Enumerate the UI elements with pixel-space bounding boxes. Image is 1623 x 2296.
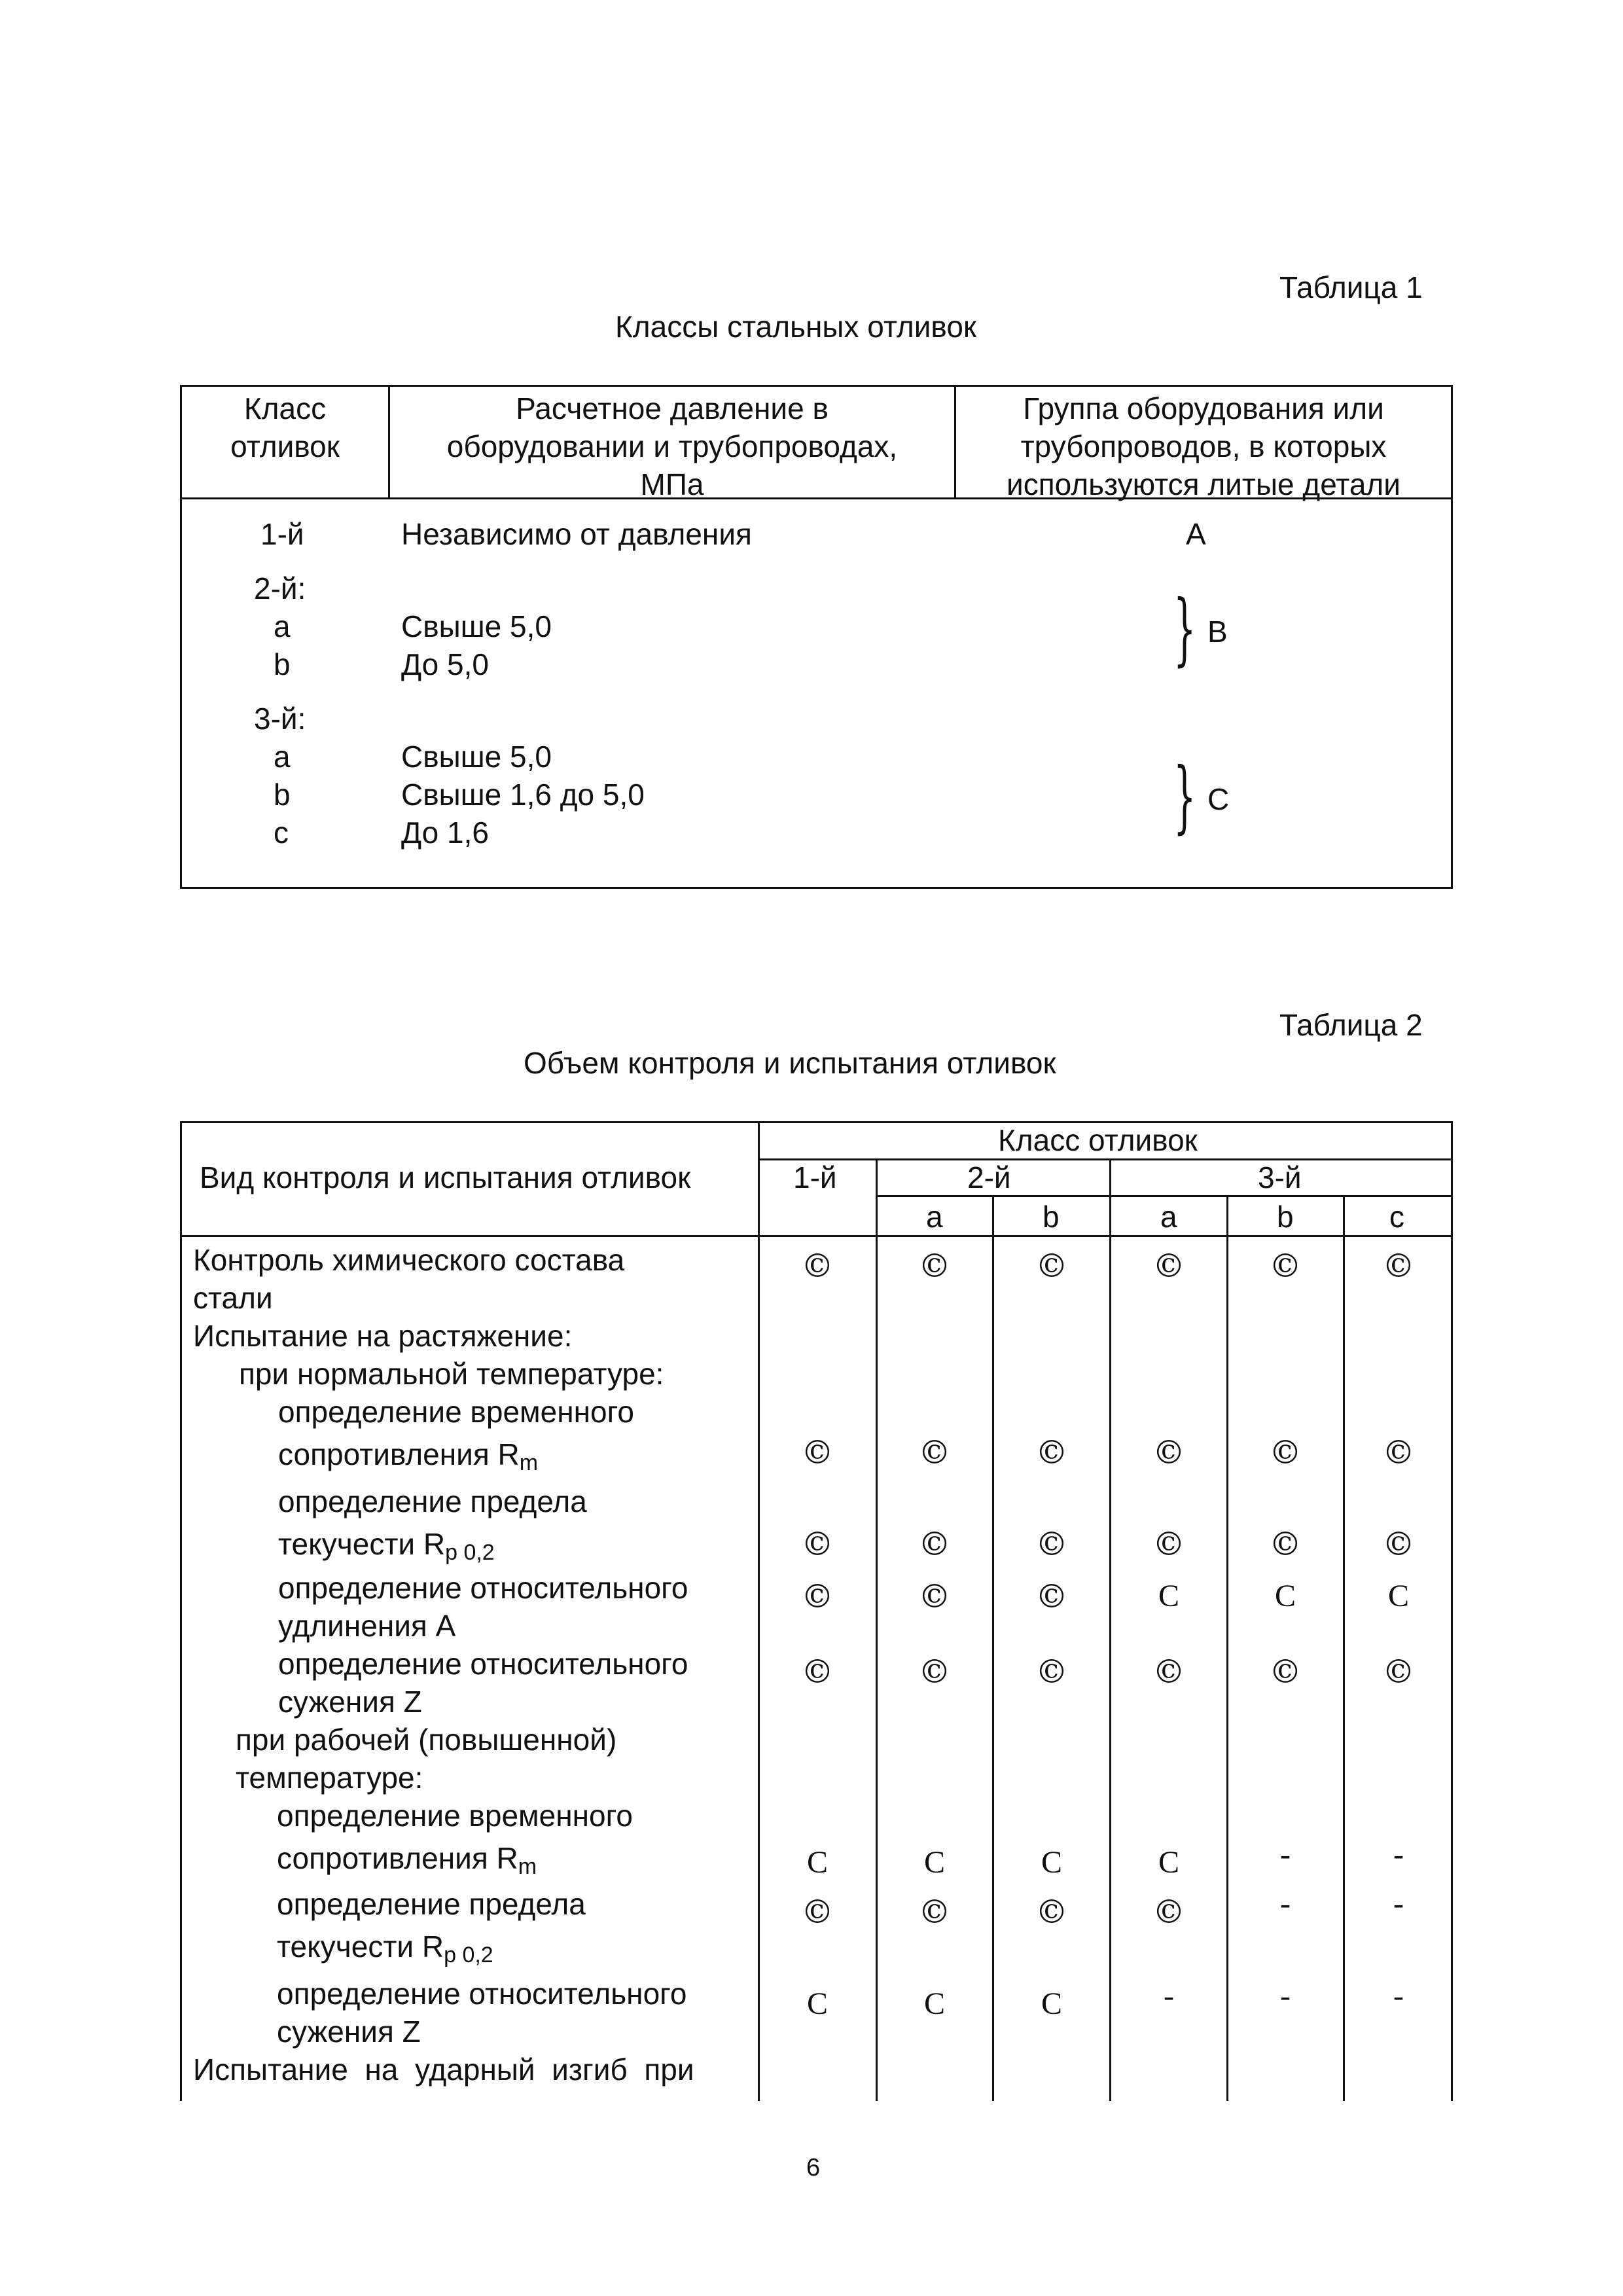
full-control-mark: © — [801, 1247, 834, 1285]
full-control-mark: © — [1035, 1433, 1068, 1471]
partial-control-mark: С — [806, 1986, 828, 2021]
full-control-mark: © — [801, 1577, 834, 1615]
full-control-mark: © — [918, 1433, 951, 1471]
subscript: p 0,2 — [445, 1540, 495, 1565]
row-text: текучести R — [278, 1527, 446, 1561]
partial-control-mark: С — [1387, 1579, 1409, 1613]
full-control-mark: © — [1035, 1577, 1068, 1615]
full-control-mark: © — [1382, 1653, 1415, 1691]
row-text: текучести R — [277, 1929, 444, 1964]
full-control-mark: © — [801, 1525, 834, 1563]
header-line: Класс — [243, 391, 327, 425]
t2-header-type: Вид контроля и испытания отливок — [200, 1160, 691, 1194]
t2-row-wrm-2 — [277, 1839, 537, 1886]
t1-group-b: В — [1207, 615, 1228, 649]
partial-control-mark: С — [923, 1986, 945, 2021]
partial-control-mark: С — [1041, 1845, 1062, 1880]
full-control-mark: © — [1035, 1653, 1068, 1691]
table1-caption: Таблица 1 — [1279, 270, 1423, 304]
grid-line — [1343, 1195, 1345, 2101]
header-line: Группа оборудования или — [1023, 391, 1384, 425]
full-control-mark: © — [801, 1433, 834, 1471]
grid-line — [180, 1235, 1453, 1237]
full-control-mark: © — [918, 1893, 951, 1931]
header-line: отливок — [230, 429, 340, 463]
no-control-mark: - — [1393, 1886, 1404, 1921]
header-line: используются литые детали — [1007, 467, 1400, 501]
full-control-mark: © — [801, 1893, 834, 1931]
grid-line — [876, 1195, 1453, 1197]
t1-class-2a: а — [274, 609, 291, 643]
table1 — [180, 385, 1453, 889]
full-control-mark: © — [1152, 1525, 1185, 1563]
t1-class-2: 2-й: — [254, 571, 306, 605]
table1-header-group — [956, 389, 1451, 503]
t2-row-rp-1: определение предела — [278, 1484, 587, 1518]
grid-line — [992, 1195, 994, 2101]
full-control-mark: © — [1152, 1247, 1185, 1285]
full-control-mark: © — [801, 1653, 834, 1691]
brace-icon: } — [1173, 584, 1196, 675]
full-control-mark: © — [1035, 1247, 1068, 1285]
t2-row-wrm-1: определение временного — [277, 1799, 633, 1833]
t1-pressure-3a: Свыше 5,0 — [401, 740, 552, 774]
t1-pressure-2b: До 5,0 — [401, 647, 489, 681]
t2-sub-2b: b — [1043, 1200, 1060, 1234]
t2-row-rp-2 — [278, 1525, 495, 1571]
t1-class-1: 1-й — [260, 517, 304, 551]
t2-row-z-1: определение относительного — [278, 1647, 688, 1681]
t1-class-3b: b — [274, 778, 291, 812]
partial-control-mark: С — [806, 1845, 828, 1880]
grid-line — [876, 1158, 878, 2101]
header-line: трубопроводов, в которых — [1020, 429, 1387, 463]
no-control-mark: - — [1280, 1837, 1291, 1872]
brace-icon: } — [1173, 751, 1196, 842]
full-control-mark: © — [1269, 1653, 1302, 1691]
full-control-mark: © — [1035, 1525, 1068, 1563]
t2-row-chem-2: стали — [193, 1281, 273, 1315]
subscript: p 0,2 — [444, 1943, 493, 1967]
row-text: сопротивления R — [277, 1841, 518, 1875]
t1-class-3a: а — [274, 740, 291, 774]
t2-header-class-group: Класс отливок — [998, 1123, 1198, 1157]
t2-row-normal-temp: при нормальной температуре: — [239, 1357, 664, 1391]
t2-row-impact: Испытание на ударный изгиб при — [193, 2053, 694, 2087]
t2-row-rm-1: определение временного — [278, 1395, 634, 1429]
table1-title: Классы стальных отливок — [615, 310, 977, 344]
full-control-mark: © — [1152, 1433, 1185, 1471]
t2-sub-2a: а — [926, 1200, 943, 1234]
no-control-mark: - — [1280, 1979, 1291, 2013]
t2-row-wz-1: определение относительного — [277, 1977, 687, 2011]
t1-class-3c: с — [274, 816, 289, 850]
full-control-mark: © — [1382, 1247, 1415, 1285]
full-control-mark: © — [1152, 1893, 1185, 1931]
no-control-mark: - — [1393, 1979, 1404, 2013]
table2-title: Объем контроля и испытания отливок — [524, 1046, 1056, 1080]
t2-row-tensile: Испытание на растяжение: — [193, 1319, 573, 1353]
full-control-mark: © — [918, 1247, 951, 1285]
t2-header-class3: 3-й — [1258, 1160, 1302, 1194]
no-control-mark: - — [1280, 1886, 1291, 1921]
t2-row-rm-2 — [278, 1435, 538, 1482]
t2-row-a-2: удлинения А — [278, 1609, 456, 1643]
table1-header-class — [182, 389, 388, 465]
t2-header-class2: 2-й — [967, 1160, 1011, 1194]
t1-class-2b: b — [274, 647, 291, 681]
table2-caption: Таблица 2 — [1279, 1008, 1423, 1042]
t1-group-c: С — [1207, 782, 1230, 816]
table1-header-pressure — [390, 389, 954, 503]
header-line: МПа — [640, 467, 704, 501]
table1-header — [182, 387, 1451, 499]
row-text: сопротивления R — [278, 1437, 520, 1471]
no-control-mark: - — [1164, 1979, 1174, 2013]
full-control-mark: © — [1269, 1433, 1302, 1471]
full-control-mark: © — [1035, 1893, 1068, 1931]
t2-row-z-2: сужения Z — [278, 1685, 422, 1719]
full-control-mark: © — [1382, 1433, 1415, 1471]
t2-row-work-temp-2: температуре: — [236, 1761, 423, 1795]
partial-control-mark: С — [1158, 1845, 1179, 1880]
subscript: m — [519, 1450, 539, 1475]
grid-line — [1226, 1195, 1228, 2101]
t2-header-class1: 1-й — [793, 1160, 837, 1194]
partial-control-mark: С — [1274, 1579, 1296, 1613]
partial-control-mark: С — [1041, 1986, 1062, 2021]
full-control-mark: © — [1269, 1247, 1302, 1285]
page-number: 6 — [806, 2154, 821, 2181]
t1-class-3: 3-й: — [254, 702, 306, 736]
partial-control-mark: С — [1158, 1579, 1179, 1613]
t1-pressure-1: Независимо от давления — [401, 517, 752, 551]
full-control-mark: © — [918, 1577, 951, 1615]
t2-row-chem: Контроль химического состава — [193, 1243, 625, 1277]
t2-row-wz-2: сужения Z — [277, 2015, 421, 2049]
grid-line — [1109, 1158, 1111, 2101]
header-line: Расчетное давление в — [516, 391, 829, 425]
grid-line — [758, 1121, 760, 2101]
subscript: m — [518, 1854, 537, 1879]
full-control-mark: © — [1152, 1653, 1185, 1691]
full-control-mark: © — [918, 1525, 951, 1563]
full-control-mark: © — [918, 1653, 951, 1691]
full-control-mark: © — [1382, 1525, 1415, 1563]
t2-sub-3b: b — [1277, 1200, 1294, 1234]
header-line: оборудовании и трубопроводах, — [446, 429, 898, 463]
full-control-mark: © — [1269, 1525, 1302, 1563]
t1-pressure-2a: Свыше 5,0 — [401, 609, 552, 643]
t2-row-a-1: определение относительного — [278, 1571, 688, 1605]
t1-pressure-3c: До 1,6 — [401, 816, 489, 850]
t1-pressure-3b: Свыше 1,6 до 5,0 — [401, 778, 645, 812]
t2-sub-3a: а — [1160, 1200, 1177, 1234]
t2-row-wrp-1: определение предела — [277, 1887, 586, 1921]
t2-sub-3c: с — [1389, 1200, 1404, 1234]
no-control-mark: - — [1393, 1837, 1404, 1872]
t1-group-a: А — [1186, 517, 1206, 551]
partial-control-mark: С — [923, 1845, 945, 1880]
t2-row-wrp-2 — [277, 1928, 493, 1974]
t2-row-work-temp: при рабочей (повышенной) — [236, 1723, 617, 1757]
